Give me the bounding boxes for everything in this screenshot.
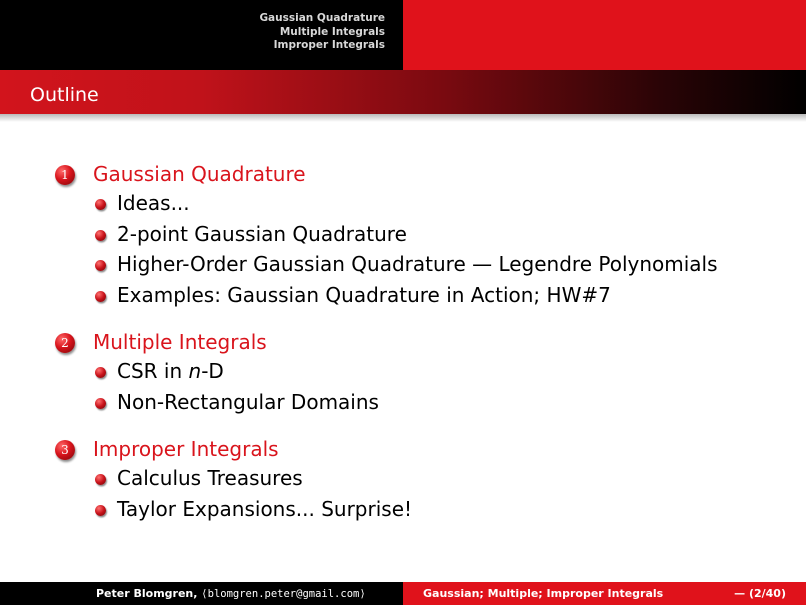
bullet-ball-icon (95, 199, 106, 210)
section-label: Gaussian Quadrature (93, 162, 306, 186)
subsection-list (93, 188, 806, 310)
bullet-ball-icon (95, 291, 106, 302)
subsection-label: Taylor Expansions... Surprise! (117, 496, 413, 521)
section-heading[interactable] (61, 435, 806, 463)
subsection-list (93, 463, 806, 524)
footer-email: ⟨blomgren.peter@gmail.com⟩ (201, 588, 366, 600)
bullet-ball-icon (95, 260, 106, 271)
subsection-label: Higher-Order Gaussian Quadrature — Legendre Polynomials (117, 252, 718, 276)
section-heading[interactable] (61, 328, 806, 356)
footer-title-panel (403, 582, 806, 605)
section-number-ball: 1 (55, 165, 75, 185)
nav-link-multiple-integrals[interactable]: Multiple Integrals (279, 25, 385, 38)
frame-title: Outline (30, 84, 99, 106)
subsection-label: Calculus Treasures (117, 466, 303, 490)
bullet-ball-icon (95, 505, 106, 516)
section-spacer (0, 417, 806, 435)
nav-header-accent (403, 0, 806, 70)
nav-link-improper-integrals[interactable]: Improper Integrals (273, 39, 385, 51)
subsection-label: 2-point Gaussian Quadrature (117, 221, 407, 246)
title-bar-shadow (0, 114, 806, 122)
footer-page-number: — (2/40) (734, 587, 786, 600)
outline (0, 160, 806, 524)
footer-author-panel (0, 582, 403, 605)
subsection-item[interactable] (93, 280, 806, 311)
footer-short-title: Gaussian; Multiple; Improper Integrals (423, 587, 664, 600)
section-number-ball: 2 (55, 333, 75, 353)
frame-title-bar (0, 70, 806, 114)
subsection-label-variable: n (188, 359, 202, 383)
subsection-item[interactable] (93, 219, 806, 250)
footer-author: Peter Blomgren, (96, 587, 198, 600)
subsection-label: Ideas... (117, 191, 190, 215)
subsection-list (93, 356, 806, 417)
outline-section-gaussian-quadrature (0, 160, 806, 310)
section-heading[interactable] (61, 160, 806, 188)
section-navigation (0, 0, 403, 70)
subsection-item[interactable] (93, 188, 806, 219)
bullet-ball-icon (95, 398, 106, 409)
section-spacer (0, 310, 806, 328)
subsection-item[interactable] (93, 356, 806, 387)
subsection-item[interactable] (93, 494, 806, 525)
footer (0, 582, 806, 605)
bullet-ball-icon (95, 367, 106, 378)
nav-header (0, 0, 806, 70)
outline-section-multiple-integrals (0, 328, 806, 417)
section-label: Improper Integrals (93, 437, 279, 461)
subsection-label: Examples: Gaussian Quadrature in Action; HW#7 (117, 282, 611, 307)
subsection-label-suffix: -D (201, 359, 224, 383)
bullet-ball-icon (95, 230, 106, 241)
subsection-item[interactable] (93, 463, 806, 494)
nav-link-gaussian-quadrature[interactable]: Gaussian Quadrature (259, 12, 385, 24)
subsection-item[interactable] (93, 387, 806, 418)
subsection-item[interactable] (93, 249, 806, 280)
outline-section-improper-integrals (0, 435, 806, 524)
section-number-ball: 3 (55, 440, 75, 460)
subsection-label-prefix: CSR in (117, 359, 189, 383)
bullet-ball-icon (95, 474, 106, 485)
subsection-label: Non-Rectangular Domains (117, 389, 379, 414)
section-label: Multiple Integrals (93, 330, 267, 354)
